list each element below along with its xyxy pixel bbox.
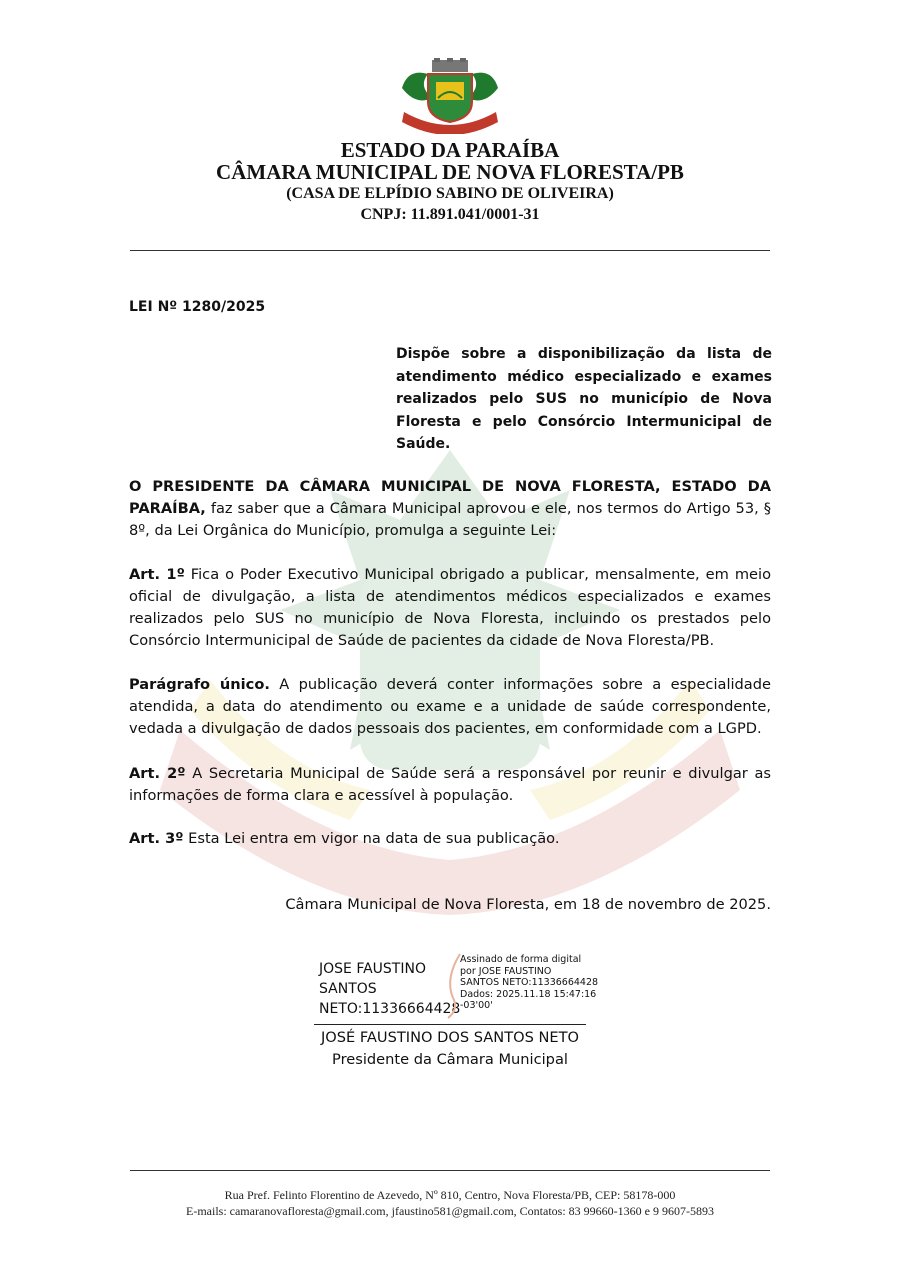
digital-signature-stamp: [460, 954, 620, 1012]
preamble-text: faz saber que a Câmara Municipal aprovou e ele, nos termos do Artigo 53, § 8º, da Lei Orgânica do Município, promulga a seguinte Lei:: [129, 500, 772, 539]
article-3-label: Art. 3º: [129, 830, 184, 847]
article-1-text: Fica o Poder Executivo Municipal obrigado a publicar, mensalmente, em meio oficial de divulgação, a lista de atendimentos médicos especializados e exames realizados pelo SUS no município de Nova Floresta, incluindo os prestados pelo Consórcio Intermunicipal de Saúde de pacientes da cidade de Nova Floresta/PB.: [129, 566, 772, 649]
signature-name-line: NETO:11336664428: [319, 1001, 461, 1017]
article-2-label: Art. 2º: [129, 765, 186, 782]
law-number: LEI Nº 1280/2025: [129, 299, 266, 315]
header-divider: [130, 250, 770, 251]
signature-line: [314, 1024, 586, 1025]
article-1-label: Art. 1º: [129, 566, 185, 583]
preamble-heading: O PRESIDENTE DA CÂMARA MUNICIPAL DE NOVA FLORESTA, ESTADO DA PARAÍBA,: [129, 478, 771, 517]
sole-paragraph-label: Parágrafo único.: [129, 676, 270, 693]
article-1: [129, 564, 771, 652]
cnpj-line: CNPJ: 11.891.041/0001-31: [360, 206, 540, 223]
date-line: Câmara Municipal de Nova Floresta, em 18 de novembro de 2025.: [285, 896, 771, 913]
signer-title: Presidente da Câmara Municipal: [332, 1051, 568, 1068]
stamp-line: Assinado de forma digital: [460, 954, 582, 965]
stamp-line: por JOSE FAUSTINO: [460, 965, 552, 977]
footer-contacts: E-mails: camaranovafloresta@gmail.com, jfaustino581@gmail.com, Contatos: 83 99660-1360 e 9 9607-5893: [186, 1204, 714, 1218]
law-summary: Dispõe sobre a disponibilização da lista de atendimento médico especializado e exames realizados pelo SUS no município de Nova Floresta e pelo Consórcio Intermunicipal de Saúde.: [396, 346, 772, 452]
article-2-text: A Secretaria Municipal de Saúde será a responsável por reunir e divulgar as informações de forma clara e acessível à população.: [129, 765, 771, 804]
coat-of-arms-logo: [398, 58, 502, 134]
house-subheading: (CASA DE ELPÍDIO SABINO DE OLIVEIRA): [286, 185, 614, 202]
state-heading: ESTADO DA PARAÍBA: [340, 138, 560, 162]
article-2: [129, 763, 771, 807]
footer-address: Rua Pref. Felinto Florentino de Azevedo, Nº 810, Centro, Nova Floresta/PB, CEP: 58178-000: [224, 1188, 676, 1202]
stamp-line: SANTOS NETO:11336664428: [460, 977, 599, 988]
signature-name-line: JOSE FAUSTINO: [319, 961, 426, 977]
preamble-paragraph: [129, 476, 771, 542]
footer-divider: [130, 1170, 770, 1171]
signature-name-line: SANTOS: [319, 981, 377, 997]
article-3: [129, 828, 771, 850]
sole-paragraph-text: A publicação deverá conter informações sobre a especialidade atendida, a data do atendimento ou exame e a unidade de saúde correspondente, vedada a divulgação de dados pessoais dos pacientes, em conformidade com a LGPD.: [129, 676, 771, 737]
chamber-heading: CÂMARA MUNICIPAL DE NOVA FLORESTA/PB: [216, 160, 684, 184]
sole-paragraph: [129, 674, 771, 740]
signer-name: JOSÉ FAUSTINO DOS SANTOS NETO: [320, 1029, 580, 1046]
article-3-text: Esta Lei entra em vigor na data de sua publicação.: [188, 830, 560, 847]
stamp-line: -03'00': [460, 1000, 493, 1011]
stamp-line: Dados: 2025.11.18 15:47:16: [460, 988, 597, 1000]
